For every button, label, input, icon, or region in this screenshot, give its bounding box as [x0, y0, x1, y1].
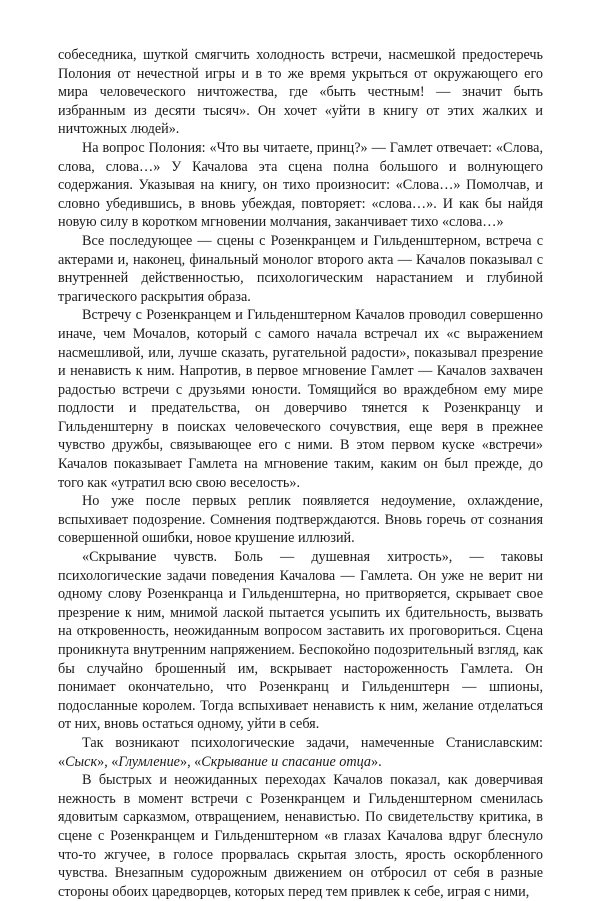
paragraph-quick-transitions: В быстрых и неожиданных переходах Качалов показал, как доверчивая нежность в момент встречи с Розенкранцем и Гильденштерном сменилась ядовитым сарказмом, отвращением, ненавистью. По свидетельству критика, в сцене с Розенкранцем и Гильденштерном «в глазах Качалова вдруг блеснуло что-то жгучее, в голосе прорвалась скрытая злость, ярость оскорбленного чувства. Внезапным судорожным движением он отбросил от себя в разные стороны обоих царедворцев, которых перед тем привлек к себе, играя с ними,	[58, 772, 543, 900]
tasks-intro: Так возникают психологические задачи, намеченные Станиславским: «	[58, 734, 543, 770]
paragraph-hiding-feelings: «Скрывание чувств. Боль — душевная хитрость», — таковы психологические задачи поведения Качалова — Гамлета. Он уже не верит ни одному слову Розенкранца и Гильденштерна, но притворяется, скрывает свое презрение к ним, мнимой лаской пытается усыпить их бдительность, вызвать на откровенность, неожиданным вопросом заставить их проговориться. Сцена проникнута внутренним напряжением. Беспокойно подозрительный взгляд, как бы случайно брошенный им, вскрывает настороженность Гамлета. Он понимает окончательно, что Розенкранц и Гильденштерн — шпионы, подосланные королем. Тогда вспыхивает ненависть к ним, желание отделаться от них, вновь остаться одному, уйти в себя.	[58, 549, 543, 733]
document-page	[58, 46, 543, 901]
task-glumlenie: Глумление	[118, 753, 180, 770]
paragraph-psychological-tasks	[58, 734, 543, 771]
tasks-separator: », «	[97, 753, 119, 770]
paragraph-continuation: собеседника, шуткой смягчить холодность встречи, насмешкой предостеречь Полония от нечестной игры и в то же время укрыться от окружающего его мира человеческого ничтожества, где «быть честным! — значит быть избранным из десяти тысяч». Он хочет «уйти в книгу от этих жалких и ничтожных людей».	[58, 47, 543, 138]
task-sysk: Сыск	[65, 753, 98, 770]
paragraph-meeting-rosencrantz: Встречу с Розенкранцем и Гильденштерном Качалов проводил совершенно иначе, чем Мочалов, который с самого начала встречал их «с выражением насмешливой, или, лучше сказать, ругательной радости», показывал презрение и ненависть к ним. Напротив, в первое мгновение Гамлет — Качалов захвачен радостью встречи с друзьями юности. Томящийся во враждебном ему мире подлости и предательства, он доверчиво тянется к Розенкранцу и Гильденштерну в поисках человеческого сочувствия, еще веря в прежнее чувство дружбы, связывающее его с ними. В этом первом куске «встречи» Качалов показывает Гамлета на мгновение таким, каким он был прежде, до того как «утратил всю свою веселость».	[58, 307, 543, 491]
paragraph-polonius-question: На вопрос Полония: «Что вы читаете, принц?» — Гамлет отвечает: «Слова, слова, слова…» У Качалова эта сцена полна большого и волнующего содержания. Указывая на книгу, он тихо произносит: «Слова…» Помолчав, и словно убедившись, в вновь убеждая, повторяет: «слова…». И как бы найдя новую силу в коротком мгновении молчания, заканчивает тихо «слова…»	[58, 139, 543, 231]
paragraph-suspicion: Но уже после первых реплик появляется недоумение, охлаждение, вспыхивает подозрение. Сомнения подтверждаются. Вновь горечь от сознания совершенной ошибки, новое крушение иллюзий.	[58, 493, 543, 547]
tasks-separator: », «	[179, 753, 202, 770]
paragraph-subsequent-scenes: Все последующее — сцены с Розенкранцем и Гильденштерном, встреча с актерами и, наконец, финальный монолог второго акта — Качалов показывал с внутренней действенностью, психологическим нарастанием и глубиной трагического раскрытия образа.	[58, 232, 543, 305]
tasks-end: ».	[371, 753, 382, 770]
task-skryvanie: Скрывание и спасание отца	[201, 753, 372, 770]
